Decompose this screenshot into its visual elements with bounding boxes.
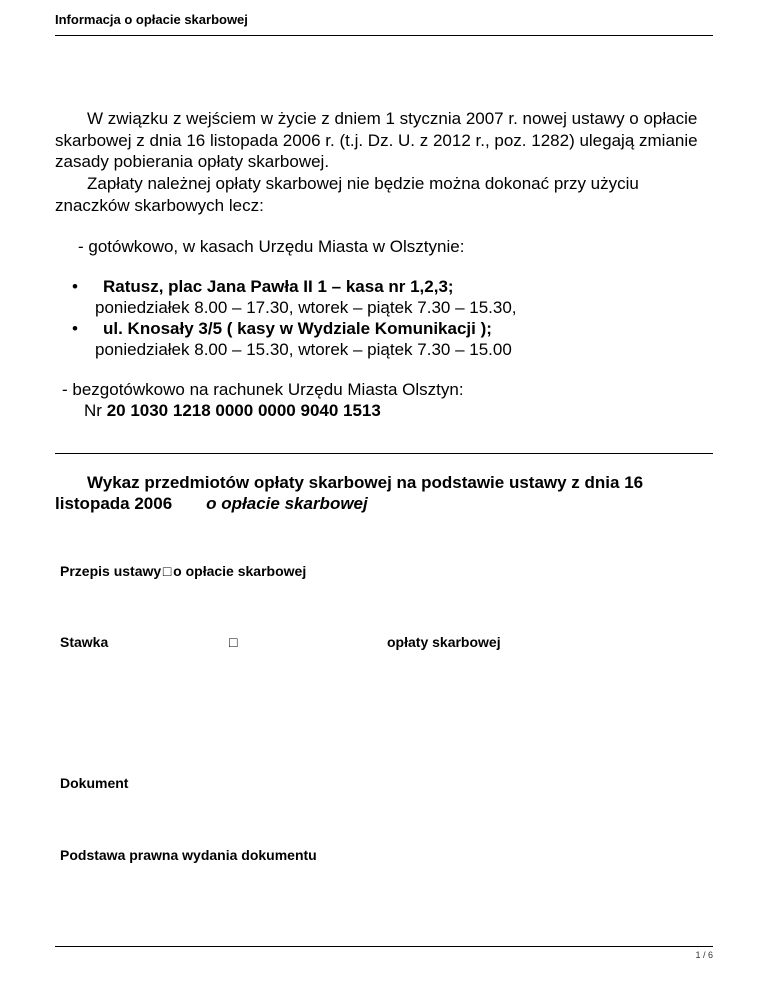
- account-number: Nr 20 1030 1218 0000 0000 9040 1513: [84, 401, 381, 420]
- bullet-1: •: [72, 277, 78, 296]
- cashier-2-hours: poniedziałek 8.00 – 15.30, wtorek – piątek 7.30 – 15.00: [95, 340, 512, 359]
- page-number: 1 / 6: [695, 950, 713, 960]
- cash-payment-label: - gotówkowo, w kasach Urzędu Miasta w Olsztynie:: [78, 237, 465, 256]
- cashier-2-title: ul. Knosały 3/5 ( kasy w Wydziale Komunikacji );: [103, 319, 492, 338]
- intro-paragraph-1: W związku z wejściem w życie z dniem 1 stycznia 2007 r. nowej ustawy o opłacie skarbowej z dnia 16 listopada 2006 r. (t.j. Dz. U. z 2012 r., poz. 1282) ulegają zmianie zasady pobierania opłaty skarbowej.: [55, 109, 698, 171]
- page-header-title: Informacja o opłacie skarbowej: [55, 12, 248, 27]
- intro-paragraph-2: Zapłaty należnej opłaty skarbowej nie będzie można dokonać przy użyciu znaczków skarbowych lecz:: [55, 174, 639, 215]
- label-przepis-ustawy: Przepis ustawy □ o opłacie skarbowej: [60, 563, 307, 579]
- label-stawka: Stawka: [60, 634, 109, 650]
- label-dokument: Dokument: [60, 775, 129, 791]
- bullet-2: •: [72, 319, 78, 338]
- missing-glyph: □: [229, 634, 238, 650]
- section-heading: Wykaz przedmiotów opłaty skarbowej na podstawie ustawy z dnia 16 listopada 2006 o opłacie skarbowej: [55, 473, 644, 513]
- header-rule: [55, 35, 713, 36]
- transfer-label: - bezgotówkowo na rachunek Urzędu Miasta Olsztyn:: [62, 380, 464, 399]
- label-oplaty-skarbowej: opłaty skarbowej: [387, 634, 501, 650]
- label-podstawa-prawna: Podstawa prawna wydania dokumentu: [60, 847, 317, 863]
- footer-rule: [55, 946, 713, 947]
- section-rule: [55, 453, 713, 454]
- cashier-1-hours: poniedziałek 8.00 – 17.30, wtorek – piątek 7.30 – 15.30,: [95, 298, 517, 317]
- cashier-1-title: Ratusz, plac Jana Pawła II 1 – kasa nr 1,2,3;: [103, 277, 454, 296]
